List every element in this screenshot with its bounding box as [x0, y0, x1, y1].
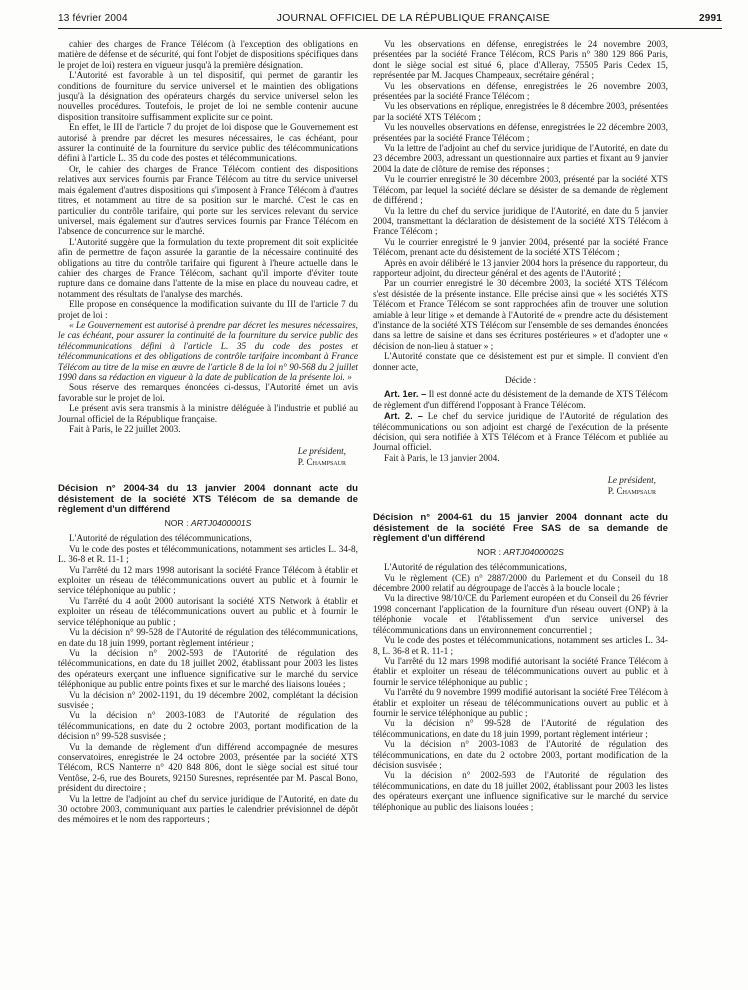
nor-code: ARTJ0400002S: [503, 546, 564, 557]
paragraph: Après en avoir délibéré le 13 janvier 2004 hors la présence du rapporteur, du rapporteur adjoint, du directeur général et des agents de l'Autorité ;: [373, 258, 668, 279]
paragraph: L'Autorité constate que ce désistement est pur et simple. Il convient d'en donner acte,: [373, 352, 668, 373]
article-2-label: Art. 2. –: [384, 411, 423, 422]
nor-label: NOR :: [477, 546, 501, 557]
header-date: 13 février 2004: [58, 12, 128, 24]
paragraph: Vu le courrier enregistré le 30 décembre 2003, présenté par la société XTS Télécom, par lequel la société déclare se désister de sa demande de règlement de différend ;: [373, 175, 668, 207]
paragraph: Vu le code des postes et télécommunications, notamment ses articles L. 34-8, L. 36-8 et R. 11-1 ;: [58, 544, 358, 566]
signature-block: [373, 476, 668, 497]
paragraph: Vu le règlement (CE) n° 2887/2000 du Parlement et du Conseil du 18 décembre 2000 relatif au dégroupage de l'accès à la boucle locale ;: [373, 573, 668, 595]
page-header: [58, 10, 722, 26]
paragraph: Vu la décision n° 2002-593 de l'Autorité de régulation des télécommunications, en date du 18 juillet 2002, établissant pour 2003 les listes des opérateurs exerçant une influence significative sur le marché du service téléphonique au public entre points fixes et sur le marché des liaisons louées ;: [58, 648, 358, 691]
page-number: 2991: [698, 12, 722, 24]
paragraph: Vu la décision n° 2003-1083 de l'Autorité de régulation des télécommunications, en date du 2 octobre 2003, portant modification de la décision n° 99-528 susvisée ;: [58, 711, 358, 743]
paragraph: Vu la décision n° 99-528 de l'Autorité de régulation des télécommunications, en date du 18 juin 1999, portant règlement intérieur ;: [373, 719, 668, 740]
paragraph: Vu l'arrêté du 12 mars 1998 autorisant la société France Télécom à établir et exploiter un réseau de télécommunications ouvert au public et à fournir le service téléphonique au public ;: [58, 565, 358, 597]
paragraph: Vu l'arrêté du 9 novembre 1999 modifié autorisant la société Free Télécom à établir et exploiter un réseau de télécommunications ouvert au public et à fournir le service téléphonique au public ;: [373, 688, 668, 719]
quoted-amendment: « Le Gouvernement est autorisé à prendre par décret les mesures nécessaires, le cas échéant, pour assurer la continuité de la fourniture du service public des télécommunications défini à l'article L. 35 du code des postes et télécommunications et des obligations de contrôle tarifaire incombant à France Télécom au titre de la mise en œuvre de l'article 8 de la loi n° 90-568 du 2 juillet 1990 dans sa rédaction en vigueur à la date de publication de la présente loi. »: [58, 320, 358, 383]
signature-block: [58, 447, 358, 468]
paragraph: Vu le courrier enregistré le 9 janvier 2004, présenté par la société France Télécom, prenant acte du désistement de la société XTS Télécom ;: [373, 237, 668, 259]
paragraph: Vu la décision n° 2003-1083 de l'Autorité de régulation des télécommunications, en date du 2 octobre 2003, portant modification de la décision susvisée ;: [373, 740, 668, 771]
article-1-label: Art. 1er. –: [384, 389, 427, 400]
paragraph: Or, le cahier des charges de France Télécom contient des dispositions relatives aux services fournis par France Télécom au titre du service universel mais également d'autres dispositions qui s'imposent à France Télécom à d'autres titres, et notamment au titre de sa position sur le marché. C'est le cas en particulier du contrôle tarifaire, qui porte sur les services relevant du service universel, mais également sur d'autres services fournis par France Télécom en l'absence de concurrence sur le marché.: [58, 164, 358, 238]
decide-heading: Décide :: [504, 376, 537, 386]
paragraph: L'Autorité de régulation des télécommunications,: [384, 563, 567, 574]
paragraph: Vu la directive 98/10/CE du Parlement européen et du Conseil du 26 février 1998 concernant l'application de la fourniture d'un réseau ouvert (ONP) à la téléphonie vocale et l'établissement d'un service universel des télécommunications dans un environnement concurrentiel ;: [373, 594, 668, 636]
paragraph: Vu la lettre de l'adjoint au chef du service juridique de l'Autorité, en date du 23 décembre 2003, adressant un questionnaire aux parties et fixant au 9 janvier 2004 la date de clôture de remise des réponses ;: [373, 144, 668, 175]
article-2-text: Le chef du service juridique de l'Autorité de régulation des télécommunications ou son adjoint est chargé de l'exécution de la présente décision, qui sera notifiée à XTS Télécom et à France Télécom et publiée au Journal officiel.: [373, 412, 668, 454]
decision-title: Décision n° 2004-34 du 13 janvier 2004 donnant acte du désistement de la société XTS Télécom de sa demande de règlement d'un différend: [58, 483, 358, 516]
left-column: [58, 40, 358, 826]
paragraph: Vu le code des postes et télécommunications, notamment ses articles L. 34-8, L. 36-8 et R. 11-1 ;: [373, 636, 668, 657]
paragraph: L'Autorité de régulation des télécommunications,: [69, 534, 252, 545]
paragraph: Vu l'arrêté du 12 mars 1998 modifié autorisant la société France Télécom à établir et exploiter un réseau de télécommunications ouvert au public et à fournir le service téléphonique au public ;: [373, 656, 668, 688]
header-title: JOURNAL OFFICIEL DE LA RÉPUBLIQUE FRANÇAISE: [276, 12, 550, 24]
paragraph: Par un courrier enregistré le 30 décembre 2003, la société XTS Télécom s'est désistée de la présente instance. Elle précise ainsi que « les sociétés XTS Télécom et France Télécom se sont rapprochées afin de trouver une solution amiable à leur litige » et demande à l'Autorité de « prendre acte du désistement d'instance de la société XTS Télécom sur l'ensemble de ses demandes énoncées dans sa lettre de saisine et dans ses écritures postérieures » et d'adopter une « décision de non-lieu à statuer » ;: [373, 279, 668, 352]
signature-name: P. Champsaur: [607, 486, 656, 497]
signature-name: P. Champsaur: [297, 457, 346, 468]
paragraph: Vu la décision n° 2002-593 de l'Autorité de régulation des télécommunications, en date du 18 juillet 2002, établissant pour 2003 les listes des opérateurs exerçant une influence significative sur le marché du service téléphonique au public des liaisons louées ;: [373, 771, 668, 813]
signature-role: Le président,: [297, 447, 346, 458]
paragraph: L'Autorité suggère que la formulation du texte proprement dit soit explicitée afin de permettre de façon assurée la garantie de la nécessaire continuité des obligations au titre du contrôle tarifaire qui figurent à l'heure actuelle dans le cahier des charges de France Télécom, sachant qu'il importe d'éviter toute rupture dans ce domaine dans l'attente de la mise en place du nouveau cadre, et notamment des résultats de l'analyse des marchés.: [58, 237, 358, 300]
paragraph: Vu la lettre de l'adjoint au chef du service juridique de l'Autorité, en date du 30 octobre 2003, communiquant aux parties le calendrier prévisionnel de dépôt des mémoires et le nom des rapporteurs ;: [58, 794, 358, 826]
nor-reference: [58, 518, 358, 528]
nor-reference: [373, 547, 668, 557]
decision-title: Décision n° 2004-61 du 15 janvier 2004 donnant acte du désistement de la société Free SAS de sa demande de règlement d'un différend: [373, 512, 668, 545]
paragraph: Vu la décision n° 99-528 de l'Autorité de régulation des télécommunications, en date du 18 juin 1999, portant règlement intérieur ;: [58, 628, 358, 649]
paragraph: Vu les nouvelles observations en défense, enregistrées le 22 décembre 2003, présentées par la société France Télécom ;: [373, 123, 668, 144]
paragraph: Vu les observations en réplique, enregistrées le 8 décembre 2003, présentées par la société XTS Télécom ;: [373, 102, 668, 123]
nor-label: NOR :: [164, 518, 189, 529]
paragraph: Le présent avis sera transmis à la ministre déléguée à l'industrie et publié au Journal officiel de la République française.: [58, 404, 358, 425]
article-2: [373, 411, 668, 454]
article-1: [373, 389, 668, 411]
paragraph: Vu la demande de règlement d'un différend accompagnée de mesures conservatoires, enregistrée le 24 octobre 2003, présentée par la société XTS Télécom, RCS Nanterre n° 420 848 806, dont le siège social est situé tour Ventôse, 2-6, rue des Bourets, 92150 Suresnes, représentée par M. Pascal Bono, président du directoire ;: [58, 742, 358, 795]
paragraph: Vu les observations en défense, enregistrées le 24 novembre 2003, présentées par la société France Télécom, RCS Paris n° 380 129 866 Paris, dont le siège social est situé 6, place d'Alleray, 75505 Paris Cedex 15, représentée par M. Jacques Champeaux, secrétaire général ;: [373, 40, 668, 82]
paragraph: L'Autorité est favorable à un tel dispositif, qui permet de garantir les conditions de fourniture du service universel et le maintien des obligations jusqu'à la désignation des opérateurs chargés du service universel selon les nouvelles procédures. Toutefois, le projet de loi ne semble contenir aucune disposition transitoire suffisamment explicite sur ce point.: [58, 71, 358, 123]
paragraph: En effet, le III de l'article 7 du projet de loi dispose que le Gouvernement est autorisé à prendre par décret les mesures nécessaires, le cas échéant, pour assurer la continuité de la fourniture du service public des télécommunications défini à l'article L. 35 du code des postes et télécommunications.: [58, 123, 358, 165]
paragraph: Vu l'arrêté du 4 août 2000 autorisant la société XTS Network à établir et exploiter un réseau de télécommunications ouvert au public et à fournir le service téléphonique au public ;: [58, 596, 358, 628]
paragraph: Fait à Paris, le 22 juillet 2003.: [69, 425, 181, 436]
paragraph: Sous réserve des remarques énoncées ci-dessus, l'Autorité émet un avis favorable sur le projet de loi.: [58, 383, 358, 404]
header-rule: [58, 28, 722, 29]
paragraph: Vu la décision n° 2002-1191, du 19 décembre 2002, complétant la décision susvisée ;: [58, 690, 358, 711]
paragraph: cahier des charges de France Télécom (à l'exception des obligations en matière de défense et de sécurité, qui font l'objet de dispositions spécifiques dans le projet de loi) restera en vigueur jusqu'à la première désignation.: [58, 40, 358, 71]
paragraph: Vu la lettre du chef du service juridique de l'Autorité, en date du 5 janvier 2004, transmettant la déclaration de désistement de la société XTS Télécom à France Télécom ;: [373, 206, 668, 238]
paragraph: Vu les observations en défense, enregistrées le 26 novembre 2003, présentées par la société France Télécom ;: [373, 81, 668, 103]
nor-code: ARTJ0400001S: [190, 518, 252, 529]
article-1-text: Il est donné acte du désistement de la demande de XTS Télécom de règlement d'un différend l'opposant à France Télécom.: [373, 390, 668, 411]
signature-role: Le président,: [607, 476, 656, 487]
right-column: [373, 40, 668, 813]
paragraph: Fait à Paris, le 13 janvier 2004.: [384, 453, 500, 464]
paragraph: Elle propose en conséquence la modification suivante du III de l'article 7 du projet de loi :: [58, 300, 358, 321]
